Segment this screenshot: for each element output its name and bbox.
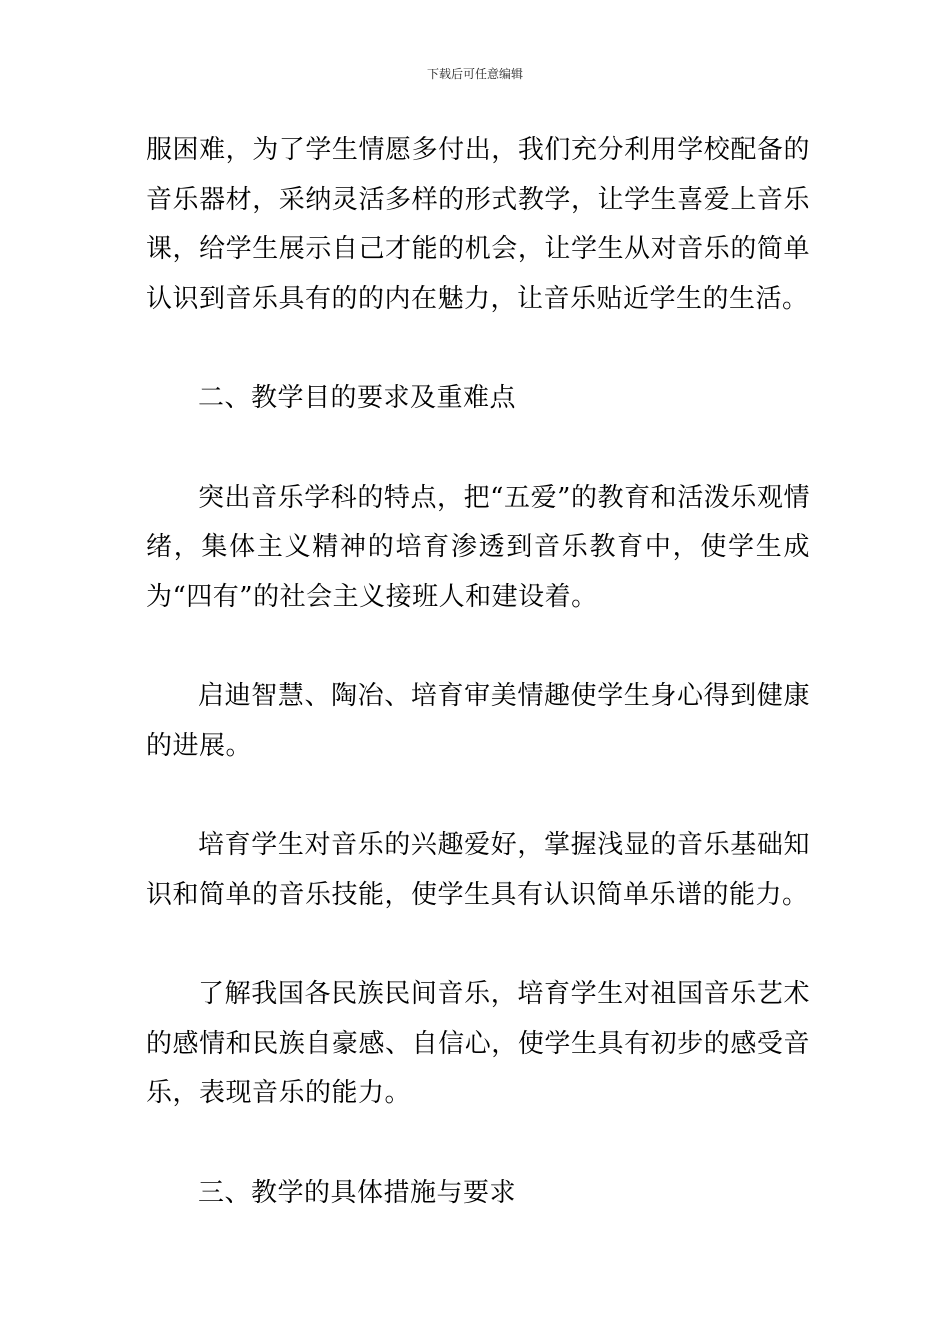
document-body [146,126,810,1218]
paragraph-gap [146,771,810,821]
paragraph-gap [146,622,810,672]
section-heading-3: 三、教学的具体措施与要求 [198,1177,517,1208]
paragraph-five-loves: 突出音乐学科的特点，把“五爱”的教育和活泼乐观情绪，集体主义精神的培育渗透到音乐教育中，使学生成为“四有”的社会主义接班人和建设着。 [146,482,810,612]
page-header-note: 下载后可任意编辑 [426,67,523,81]
section-heading-2: 二、教学目的要求及重难点 [198,383,517,413]
paragraph-gap [146,324,810,374]
paragraph-gap [146,1119,810,1169]
paragraph-interest: 培育学生对音乐的兴趣爱好，掌握浅显的音乐基础知识和简单的音乐技能，使学生具有认识简单乐谱的能力。 [146,830,810,910]
paragraph-wisdom: 启迪智慧、陶冶、培育审美情趣使学生身心得到健康的进展。 [146,681,810,761]
paragraph-gap [146,920,810,970]
paragraph-folk-music: 了解我国各民族民间音乐，培育学生对祖国音乐艺术的感情和民族自豪感、自信心，使学生具有初步的感受音乐，表现音乐的能力。 [146,979,810,1108]
paragraph-continuation: 服困难，为了学生情愿多付出，我们充分利用学校配备的音乐器材，采纳灵活多样的形式教学，让学生喜爱上音乐课，给学生展示自己才能的机会，让学生从对音乐的简单认识到音乐具有的的内在魅力，让音乐贴近学生的生活。 [146,135,810,314]
paragraph-gap [146,424,810,474]
